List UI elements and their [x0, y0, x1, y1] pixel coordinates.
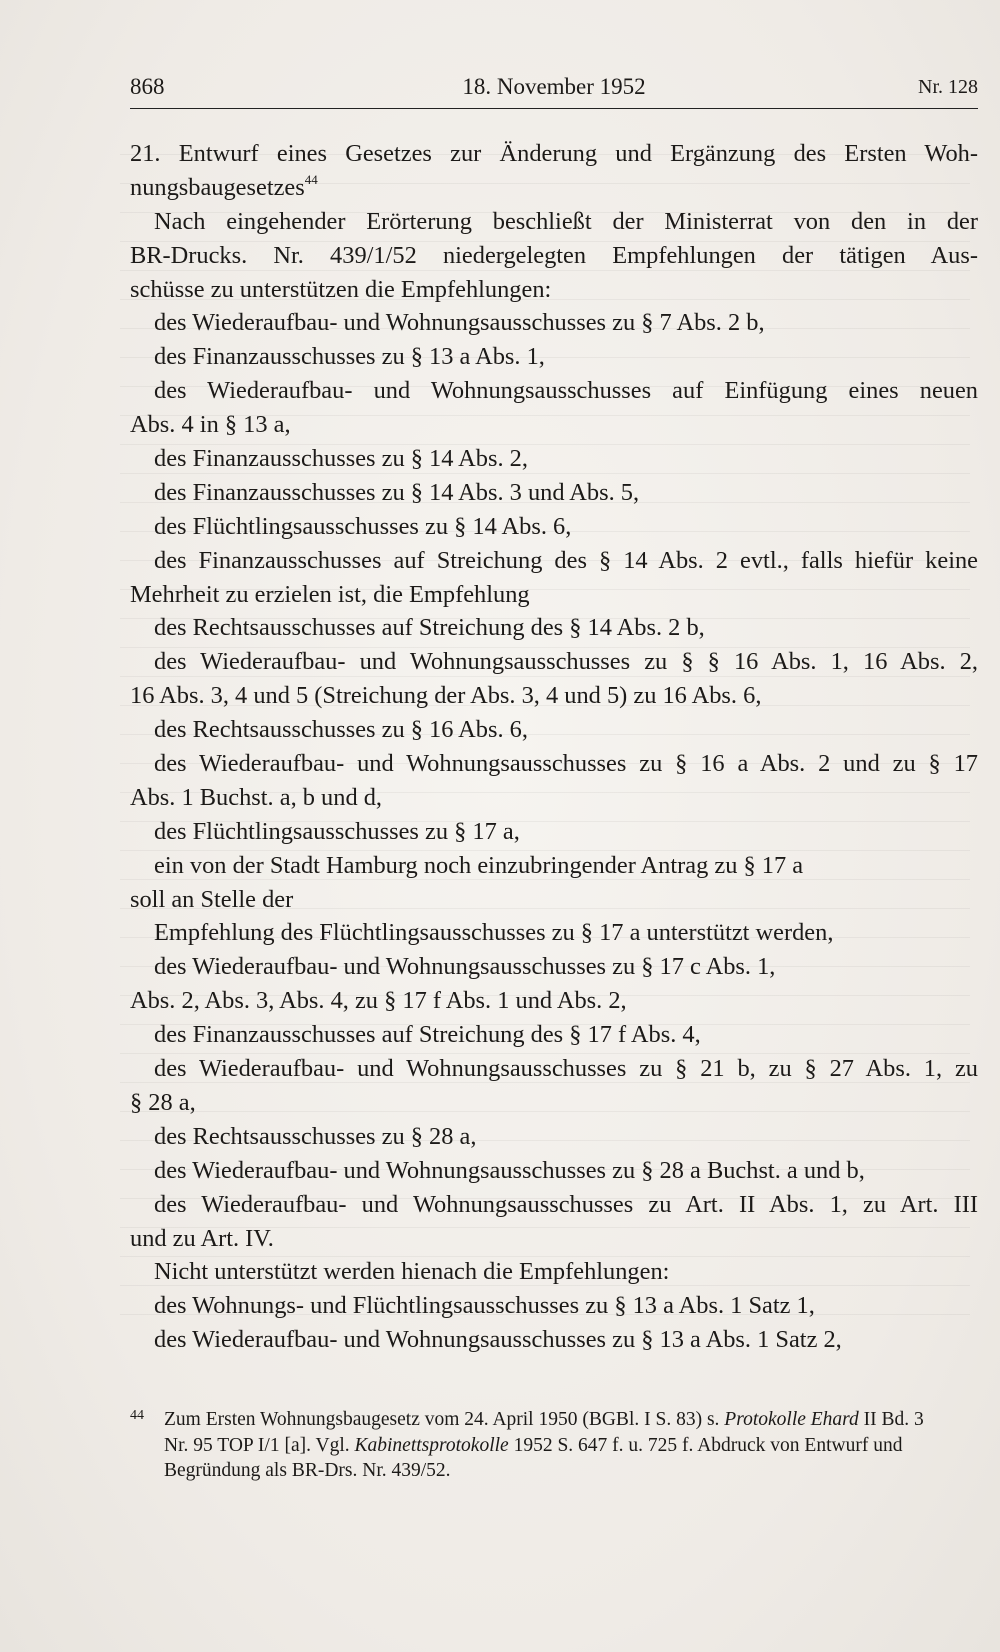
- text-line: Empfehlung des Flüchtlingsausschusses zu § 17 a unterstützt werden,: [154, 919, 834, 947]
- text-line: des Rechtsausschusses auf Streichung des § 14 Abs. 2 b,: [154, 614, 705, 642]
- text-line: des Finanzausschusses auf Streichung des § 14 Abs. 2 evtl., falls hiefür keine: [154, 546, 978, 574]
- text-line: des Wiederaufbau- und Wohnungsausschusses zu § 17 c Abs. 1,: [154, 953, 776, 981]
- text-line: des Rechtsausschusses zu § 16 Abs. 6,: [154, 716, 528, 744]
- text-line: 16 Abs. 3, 4 und 5 (Streichung der Abs. 3, 4 und 5) zu 16 Abs. 6,: [130, 682, 762, 710]
- text-line: des Finanzausschusses zu § 14 Abs. 2,: [154, 445, 528, 473]
- text-line: Abs. 2, Abs. 3, Abs. 4, zu § 17 f Abs. 1 und Abs. 2,: [130, 987, 627, 1015]
- text-line: und zu Art. IV.: [130, 1224, 274, 1252]
- text-line: Mehrheit zu erzielen ist, die Empfehlung: [130, 580, 530, 608]
- text-line: schüsse zu unterstützen die Empfehlungen:: [130, 275, 552, 303]
- text-line: des Rechtsausschusses zu § 28 a,: [154, 1122, 477, 1150]
- footnote-reference[interactable]: 44: [304, 171, 318, 187]
- header-date: 18. November 1952: [462, 74, 646, 99]
- text-line: des Flüchtlingsausschusses zu § 14 Abs. 6,: [154, 512, 572, 540]
- text-line: des Finanzausschusses auf Streichung des § 17 f Abs. 4,: [154, 1021, 701, 1049]
- footnote-mark: 44: [130, 1408, 144, 1423]
- text-line: 21. Entwurf eines Gesetzes zur Änderung und Ergänzung des Ersten Woh-: [130, 140, 978, 167]
- text-line: BR-Drucks. Nr. 439/1/52 niedergelegten Empfehlungen der tätigen Aus-: [130, 241, 978, 269]
- text-line: des Wiederaufbau- und Wohnungsausschusses zu § 21 b, zu § 27 Abs. 1, zu: [154, 1055, 978, 1083]
- text-line: des Wiederaufbau- und Wohnungsausschusses zu § 13 a Abs. 1 Satz 2,: [154, 1326, 842, 1354]
- text-line: des Wiederaufbau- und Wohnungsausschusses zu § 28 a Buchst. a und b,: [154, 1156, 865, 1184]
- footnote-line: Begründung als BR-Drs. Nr. 439/52.: [164, 1460, 451, 1482]
- page-number: 868: [130, 74, 165, 99]
- text-line: Nicht unterstützt werden hienach die Empfehlungen:: [154, 1258, 670, 1286]
- text-line: des Wiederaufbau- und Wohnungsausschusses auf Einfügung eines neuen: [154, 377, 978, 405]
- text-line: des Flüchtlingsausschusses zu § 17 a,: [154, 817, 520, 845]
- text-line: ein von der Stadt Hamburg noch einzubringender Antrag zu § 17 a: [154, 851, 804, 879]
- text-line: Abs. 1 Buchst. a, b und d,: [130, 783, 383, 811]
- footnote: [130, 1407, 978, 1484]
- text-line: soll an Stelle der: [130, 885, 294, 913]
- main-text: [130, 137, 978, 1357]
- text-line: des Wiederaufbau- und Wohnungsausschusses zu § 7 Abs. 2 b,: [154, 309, 765, 337]
- text-line: Nach eingehender Erörterung beschließt der Ministerrat von den in der: [154, 207, 978, 235]
- issue-number: Nr. 128: [918, 76, 978, 98]
- text-line: des Finanzausschusses zu § 14 Abs. 3 und Abs. 5,: [154, 478, 640, 506]
- text-line: Abs. 4 in § 13 a,: [130, 411, 291, 439]
- text-line: des Finanzausschusses zu § 13 a Abs. 1,: [154, 343, 545, 371]
- text-line: des Wiederaufbau- und Wohnungsausschusses zu Art. II Abs. 1, zu Art. III: [154, 1190, 978, 1218]
- footnote-line: Nr. 95 TOP I/1 [a]. Vgl. Kabinettsprotokolle 1952 S. 647 f. u. 725 f. Abdruck von Entwurf und: [164, 1434, 903, 1456]
- text-line: nungsbaugesetzes$^{44}$: [130, 171, 318, 201]
- text-line: des Wiederaufbau- und Wohnungsausschusses zu § § 16 Abs. 1, 16 Abs. 2,: [154, 648, 978, 676]
- text-line: des Wohnungs- und Flüchtlingsausschusses zu § 13 a Abs. 1 Satz 1,: [154, 1292, 815, 1320]
- footnote-line: 44 Zum Ersten Wohnungsbaugesetz vom 24. April 1950 (BGBl. I S. 83) s. Protokolle Ehard II Bd. 3: [130, 1407, 978, 1433]
- text-line: § 28 a,: [130, 1088, 196, 1116]
- text-line: des Wiederaufbau- und Wohnungsausschusses zu § 16 a Abs. 2 und zu § 17: [154, 750, 978, 778]
- page-header: [130, 74, 978, 109]
